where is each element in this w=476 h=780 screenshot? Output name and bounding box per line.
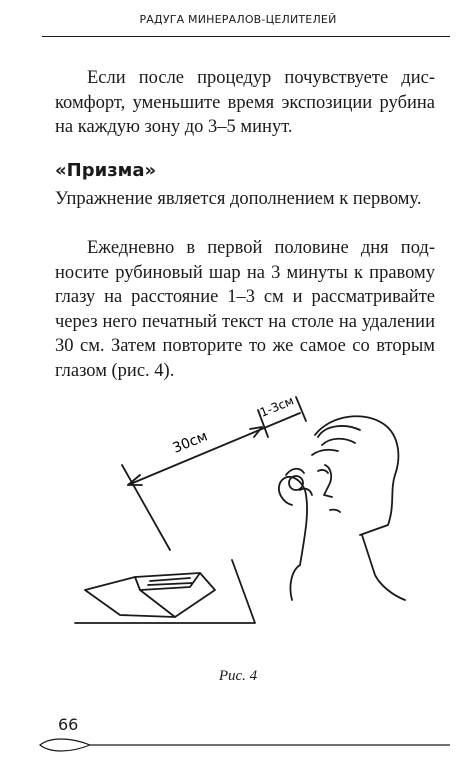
arm-outline <box>290 565 300 600</box>
eye <box>318 470 328 473</box>
table-edge <box>75 560 255 623</box>
book-pages <box>135 573 200 617</box>
figure-caption: Рис. 4 <box>218 668 258 684</box>
paragraph-exercise-intro: Упражнение является дополнением к первому. <box>55 189 422 209</box>
label-distance-near: 1-3см <box>257 393 296 420</box>
figure-illustration <box>0 385 476 655</box>
label-distance-far: 30см <box>170 428 210 457</box>
running-head-title: РАДУГА МИНЕРАЛОВ-ЦЕЛИТЕЛЕЙ <box>139 13 337 26</box>
paragraph-discomfort: Если после процедур почувствуете дискомфорт, уменьшите время экспозиции рубина на каждую зону до 3–5 минут. <box>55 68 435 137</box>
section-heading: «Призма» <box>55 160 157 181</box>
paragraph-exercise-steps: Ежедневно в первой половине дня подносите рубиновый шар на 3 минуты к правому глазу на расстояние 1–3 см и рассматривайте через него печатный текст на столе на удалении 30 см. Затем повторите то же самое со вторым глазом (рис. 4). <box>55 238 435 381</box>
footer-ornament <box>30 735 450 755</box>
near-tick-2 <box>296 397 306 421</box>
running-head <box>0 0 476 40</box>
distance-line <box>128 413 300 485</box>
page-number: 66 <box>58 715 79 734</box>
head-outline <box>315 416 398 535</box>
neck <box>362 535 405 600</box>
header-rule <box>42 36 450 37</box>
